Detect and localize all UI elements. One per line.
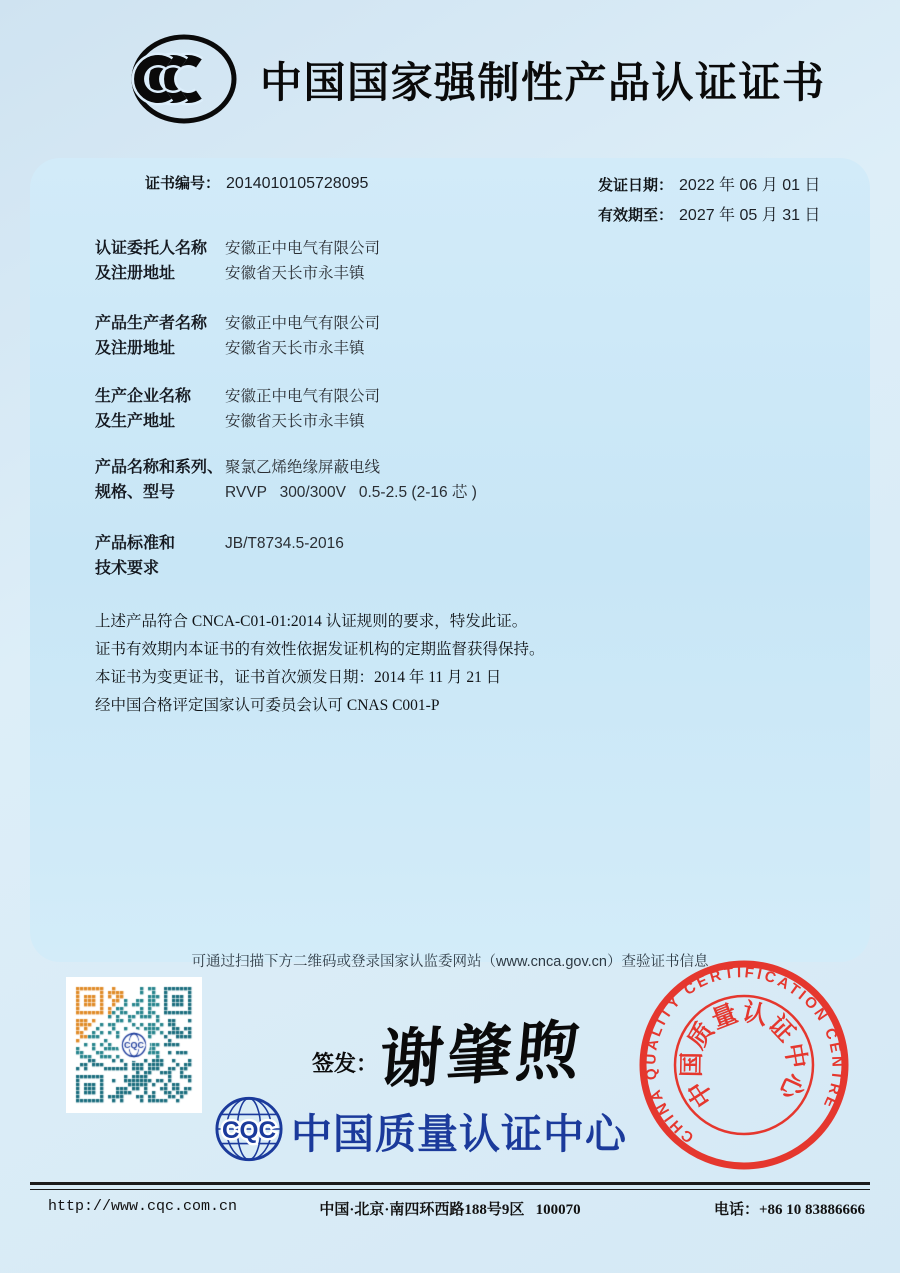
field-label: 及注册地址	[95, 340, 176, 357]
issue-date-value: 2022 年 06 月 01 日	[679, 177, 821, 194]
field-factory	[95, 384, 380, 434]
field-label: 认证委托人名称	[95, 240, 208, 257]
statement-line: 本证书为变更证书，证书首次颁发日期：2014 年 11 月 21 日	[95, 669, 502, 686]
field-label: 产品名称和系列、	[95, 459, 224, 476]
field-value: 安徽省天长市永丰镇	[225, 340, 365, 357]
certificate-panel	[30, 158, 870, 962]
valid-until-value: 2027 年 05 月 31 日	[679, 207, 821, 224]
footer-divider	[30, 1182, 870, 1190]
field-value: 安徽省天长市永丰镇	[225, 413, 365, 430]
certificate-dates	[598, 172, 820, 232]
cqc-official-stamp	[636, 957, 852, 1173]
field-value: 安徽省天长市永丰镇	[225, 265, 365, 282]
field-label: 产品标准和	[95, 535, 176, 552]
certificate-title: 中国国家强制性产品认证证书	[260, 59, 826, 106]
stamp-text-en: CHINA QUALITY CERTIFICATION CENTRE	[642, 964, 846, 1147]
field-label: 技术要求	[95, 560, 160, 577]
field-value: 安徽正中电气有限公司	[225, 388, 381, 405]
footer-address: 中国·北京·南四环西路188号9区 100070	[319, 1202, 581, 1218]
certificate-number-row	[145, 172, 368, 193]
footer-phone: 电话：+86 10 83886666	[713, 1202, 865, 1218]
ccc-logo	[128, 33, 240, 125]
cqc-globe-icon	[214, 1094, 284, 1164]
field-label: 及注册地址	[95, 265, 176, 282]
field-value: 聚氯乙烯绝缘屏蔽电线	[225, 459, 381, 476]
certificate-number-value: 2014010105728095	[226, 175, 369, 192]
verify-note: 可通过扫描下方二维码或登录国家认监委网站（www.cnca.gov.cn）查验证书信息	[191, 954, 709, 970]
issuer-name: 中国质量认证中心	[291, 1111, 627, 1157]
field-label: 生产企业名称	[95, 388, 192, 405]
field-standard	[95, 531, 344, 581]
field-value: 安徽正中电气有限公司	[225, 240, 381, 257]
issuer-signature: 谢肇煦	[376, 1014, 587, 1097]
certificate-statements	[95, 608, 675, 720]
field-applicant	[95, 236, 380, 286]
valid-until-label: 有效期至：	[598, 208, 674, 224]
field-label: 产品生产者名称	[95, 315, 208, 332]
stamp-text-cn: 中国质量认证中心	[677, 997, 812, 1112]
cqc-logo-text: CQC	[222, 1116, 276, 1144]
field-value: 安徽正中电气有限公司	[225, 315, 381, 332]
statement-line: 经中国合格评定国家认可委员会认可 CNAS C001-P	[95, 697, 440, 714]
statement-line: 证书有效期内本证书的有效性依据发证机构的定期监督获得保持。	[95, 641, 545, 658]
statement-line: 上述产品符合 CNCA-C01-01:2014 认证规则的要求，特发此证。	[95, 613, 528, 630]
verification-qr-code	[66, 977, 202, 1113]
field-product	[95, 455, 477, 505]
field-manufacturer	[95, 311, 380, 361]
issued-by-label: 签发：	[312, 1051, 379, 1076]
issue-date-label: 发证日期：	[598, 178, 674, 194]
field-value: JB/T8734.5-2016	[225, 535, 344, 552]
certificate-number-label: 证书编号：	[145, 176, 221, 192]
footer-website: http://www.cqc.com.cn	[48, 1198, 238, 1215]
field-label: 及生产地址	[95, 413, 176, 430]
field-label: 规格、型号	[95, 484, 176, 501]
field-value: RVVP 300/300V 0.5-2.5 (2-16 芯 )	[225, 484, 477, 501]
